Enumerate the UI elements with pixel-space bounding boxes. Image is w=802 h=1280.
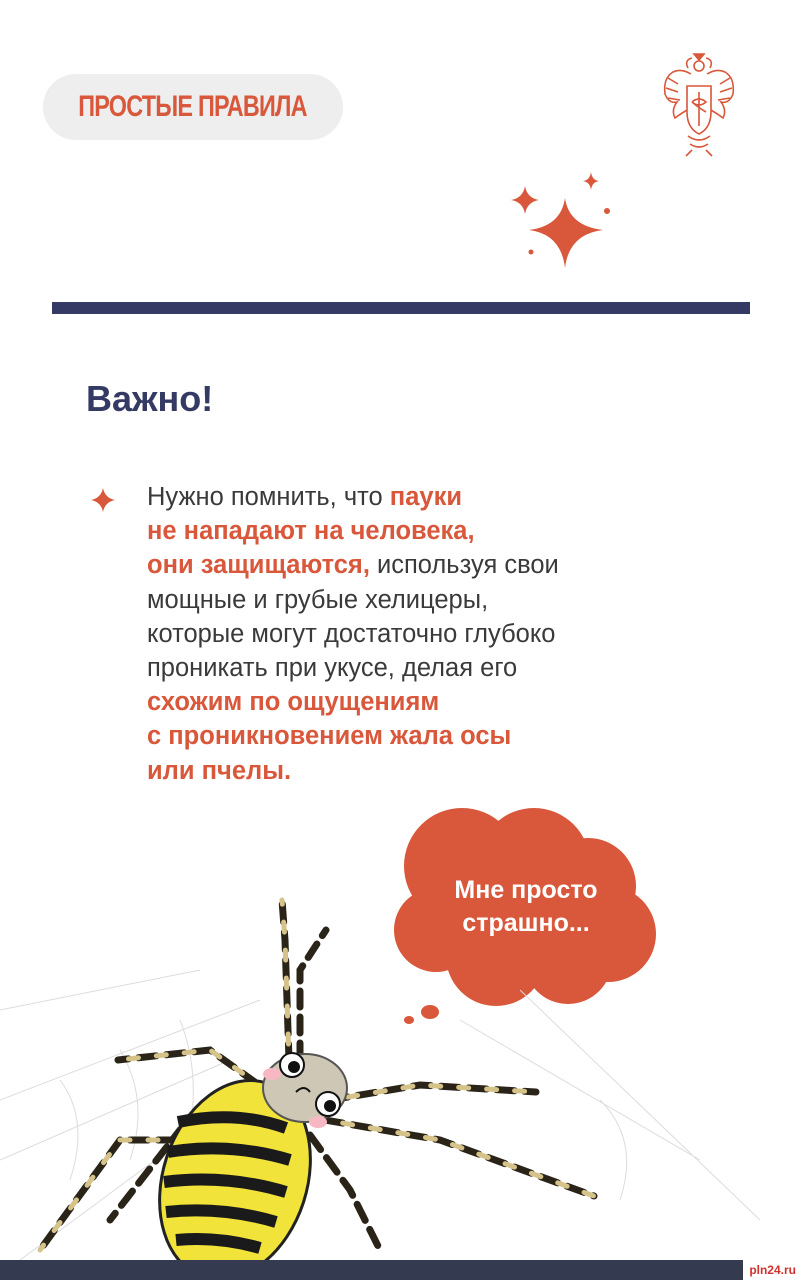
body-text-segment: проникать при укусе, делая его xyxy=(147,654,518,683)
watermark: pln24.ru xyxy=(743,1260,802,1280)
spider-illustration xyxy=(0,860,802,1260)
highlight-text: они защищаются, xyxy=(147,551,370,580)
body-text-segment: которые могут достаточно глубоко xyxy=(147,619,556,648)
ministry-emblem-icon xyxy=(660,50,738,158)
body-text-segment: Нужно помнить, что xyxy=(147,483,390,511)
highlight-text: с проникновением жала осы xyxy=(147,722,512,751)
body-paragraph xyxy=(147,480,767,788)
bubble-line-1: Мне просто xyxy=(454,876,598,904)
bubble-line-2: страшно... xyxy=(462,909,590,937)
highlight-text: схожим по ощущениям xyxy=(147,688,440,717)
sparkles-icon xyxy=(505,168,625,278)
body-text-segment: мощные и грубые хелицеры, xyxy=(147,585,489,614)
bullet-plus-icon xyxy=(90,487,116,513)
header-badge-label: ПРОСТЫЕ ПРАВИЛА xyxy=(78,90,308,123)
footer-bar xyxy=(0,1260,802,1280)
body-text-segment: используя свои xyxy=(369,551,559,580)
page-heading: Важно! xyxy=(86,378,214,419)
highlight-text: не нападают на человека, xyxy=(147,517,475,546)
section-divider xyxy=(52,302,750,314)
highlight-text: пауки xyxy=(389,483,463,511)
header-badge xyxy=(43,74,343,140)
highlight-text: или пчелы. xyxy=(147,756,292,785)
